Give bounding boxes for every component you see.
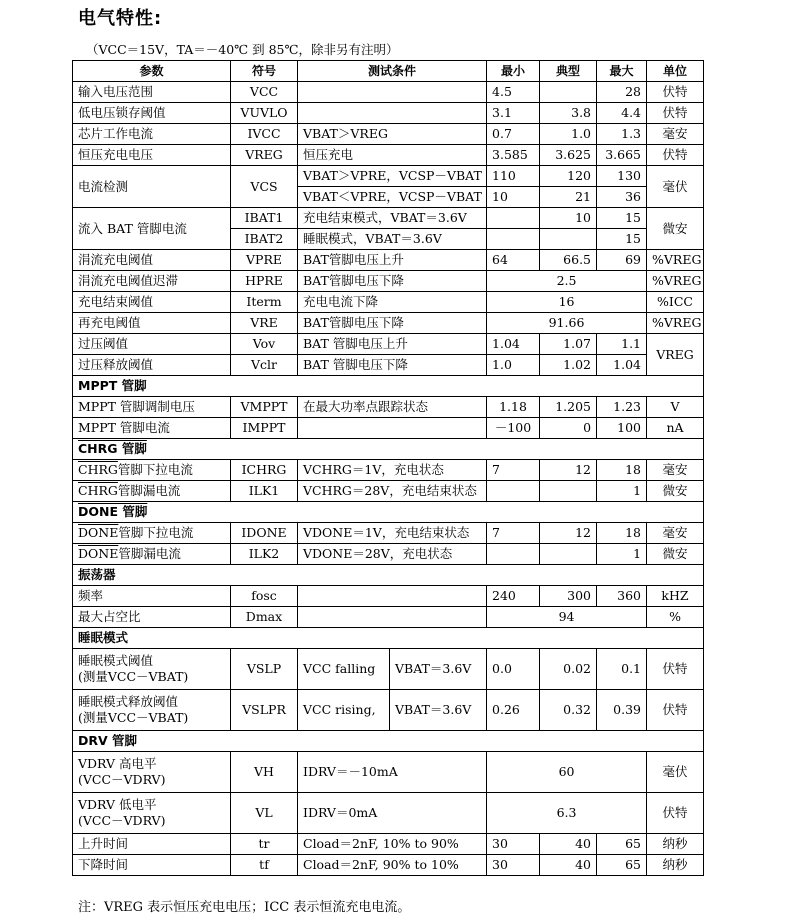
table-row: 过压阈值 Vov BAT 管脚电压上升 1.04 1.07 1.1 VREG <box>73 334 704 355</box>
section-row: CHRG 管脚 <box>73 439 704 460</box>
electrical-characteristics-table <box>72 60 704 876</box>
table-row: 芯片工作电流 IVCC VBAT＞VREG 0.7 1.0 1.3 毫安 <box>73 124 704 145</box>
table-row: 睡眠模式释放阈值 (测量VCC－VBAT) VSLPR VCC rising, VBAT＝3.6V 0.26 0.32 0.39 伏特 <box>73 690 704 731</box>
test-conditions: （VCC＝15V，TA＝－40℃ 到 85℃，除非另有注明） <box>86 42 399 57</box>
table-row: 再充电阈值 VRE BAT管脚电压下降 91.66 %VREG <box>73 313 704 334</box>
header-param: 参数 <box>73 61 231 82</box>
header-conditions: 测试条件 <box>298 61 487 82</box>
table-row: 频率 fosc 240 300 360 kHZ <box>73 586 704 607</box>
header-unit: 单位 <box>647 61 704 82</box>
section-row: 睡眠模式 <box>73 628 704 649</box>
table-row: DONE管脚漏电流 ILK2 VDONE＝28V，充电状态 1 微安 <box>73 544 704 565</box>
table-row: 上升时间 tr Cload＝2nF, 10% to 90% 30 40 65 纳秒 <box>73 834 704 855</box>
table-row: 最大占空比 Dmax 94 % <box>73 607 704 628</box>
table-row: MPPT 管脚调制电压 VMPPT 在最大功率点跟踪状态 1.18 1.205 1.23 V <box>73 397 704 418</box>
table-row: 睡眠模式阈值 (测量VCC－VBAT) VSLP VCC falling VBAT＝3.6V 0.0 0.02 0.1 伏特 <box>73 649 704 690</box>
header-typ: 典型 <box>540 61 597 82</box>
table-row: 过压释放阈值 Vclr BAT 管脚电压下降 1.0 1.02 1.04 <box>73 355 704 376</box>
table-row: 输入电压范围 VCC 4.5 28 伏特 <box>73 82 704 103</box>
section-row: 振荡器 <box>73 565 704 586</box>
table-row: 充电结束阈值 Iterm 充电电流下降 16 %ICC <box>73 292 704 313</box>
table-row: VDRV 低电平 (VCC－VDRV) VL IDRV＝0mA 6.3 伏特 <box>73 793 704 834</box>
header-min: 最小 <box>487 61 540 82</box>
table-row: 低电压锁存阈值 VUVLO 3.1 3.8 4.4 伏特 <box>73 103 704 124</box>
table-row: VBAT＜VPRE，VCSP－VBAT 10 21 36 <box>73 187 704 208</box>
table-row: 下降时间 tf Cload＝2nF, 90% to 10% 30 40 65 纳秒 <box>73 855 704 876</box>
section-row: MPPT 管脚 <box>73 376 704 397</box>
table-row: 恒压充电电压 VREG 恒压充电 3.585 3.625 3.665 伏特 <box>73 145 704 166</box>
table-row: CHRG管脚漏电流 ILK1 VCHRG＝28V，充电结束状态 1 微安 <box>73 481 704 502</box>
table-row: 涓流充电阈值 VPRE BAT管脚电压上升 64 66.5 69 %VREG <box>73 250 704 271</box>
page-title: 电气特性: <box>78 8 163 29</box>
header-symbol: 符号 <box>231 61 298 82</box>
table-row: CHRG管脚下拉电流 ICHRG VCHRG＝1V，充电状态 7 12 18 毫安 <box>73 460 704 481</box>
section-row: DRV 管脚 <box>73 731 704 752</box>
table-row: MPPT 管脚电流 IMPPT －100 0 100 nA <box>73 418 704 439</box>
section-row: DONE 管脚 <box>73 502 704 523</box>
table-row: 流入 BAT 管脚电流 IBAT1 充电结束模式，VBAT＝3.6V 10 15 微安 <box>73 208 704 229</box>
table-row: IBAT2 睡眠模式，VBAT＝3.6V 15 <box>73 229 704 250</box>
header-row <box>73 61 704 82</box>
header-max: 最大 <box>597 61 647 82</box>
table-row: DONE管脚下拉电流 IDONE VDONE＝1V，充电结束状态 7 12 18 毫安 <box>73 523 704 544</box>
footnote: 注：VREG 表示恒压充电电压；ICC 表示恒流充电电流。 <box>78 900 411 915</box>
table-row: VDRV 高电平 (VCC－VDRV) VH IDRV＝－10mA 60 毫伏 <box>73 752 704 793</box>
table-row: 电流检测 VCS VBAT＞VPRE，VCSP－VBAT 110 120 130 毫伏 <box>73 166 704 187</box>
table-row: 涓流充电阈值迟滞 HPRE BAT管脚电压下降 2.5 %VREG <box>73 271 704 292</box>
